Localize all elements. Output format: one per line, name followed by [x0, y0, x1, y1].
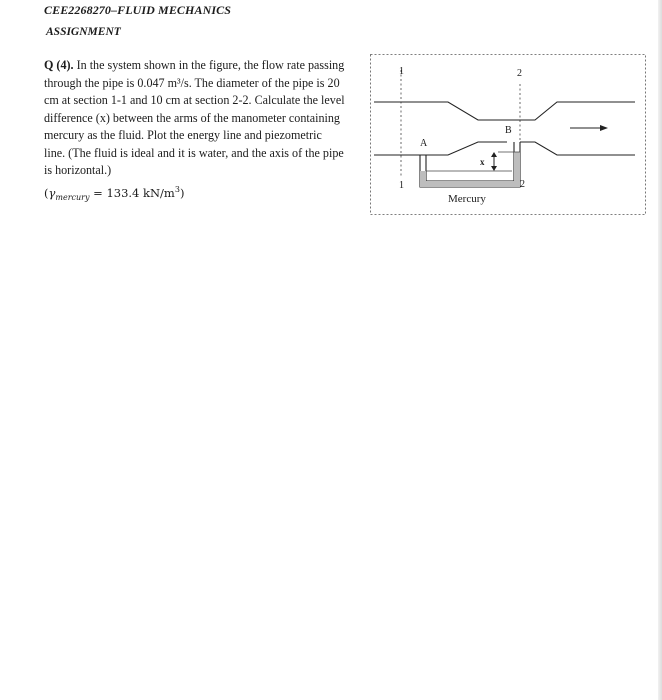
pipe-top-wall — [374, 102, 635, 120]
point-b-label: B — [505, 125, 512, 136]
course-title: CEE2268270–FLUID MECHANICS — [44, 3, 231, 17]
gamma-exponent: 3 — [174, 184, 180, 194]
pipe-bottom-wall-right — [520, 142, 635, 155]
pipe-bottom-wall-left — [374, 142, 507, 155]
question-line-5: mercury as the fluid. Plot the energy line and piezometric — [44, 128, 322, 142]
point-a-label: A — [420, 138, 428, 149]
section-1-top-label: 1 — [399, 66, 404, 77]
question-line-1 — [44, 57, 363, 75]
x-arrow-down — [491, 166, 497, 171]
x-label: x — [480, 157, 485, 167]
section-1-bottom-label: 1 — [399, 180, 404, 191]
mercury-label: Mercury — [448, 193, 486, 205]
manometer-outer — [420, 142, 520, 187]
flow-arrow-head — [600, 125, 608, 131]
question-line-1-text: In the system shown in the figure, the flow rate passing — [76, 58, 345, 72]
pipe-manometer-figure — [370, 54, 646, 215]
question-line-2: through the pipe is 0.047 m³/s. The diameter of the pipe is 20 — [44, 75, 340, 90]
question-label: Q (4). — [44, 58, 74, 72]
gamma-value: = 133.4 kN/m — [89, 185, 175, 200]
question-text — [44, 57, 363, 206]
gamma-symbol: γ — [48, 185, 56, 200]
page-edge — [658, 0, 662, 700]
section-2-bottom-label: 2 — [520, 179, 525, 190]
mercury-unit-weight: ($\gamma_{mercury} = 133.4$ $kN/m^3$) — [44, 184, 185, 202]
manometer-inner — [426, 142, 514, 181]
assignment-label: ASSIGNMENT — [46, 26, 121, 38]
figure-svg — [370, 54, 646, 215]
question-line-7: is horizontal.) — [44, 163, 112, 177]
question-line-6: line. (The fluid is ideal and it is water, and the axis of the pipe — [44, 145, 344, 160]
question-line-4: difference (x) between the arms of the manometer containing — [44, 110, 340, 125]
mercury-fill — [420, 152, 520, 187]
x-arrow-up — [491, 152, 497, 157]
gamma-subscript: mercury — [55, 192, 90, 202]
section-2-top-label: 2 — [517, 68, 522, 79]
question-line-3: cm at section 1-1 and 10 cm at section 2-2. Calculate the level — [44, 93, 345, 107]
